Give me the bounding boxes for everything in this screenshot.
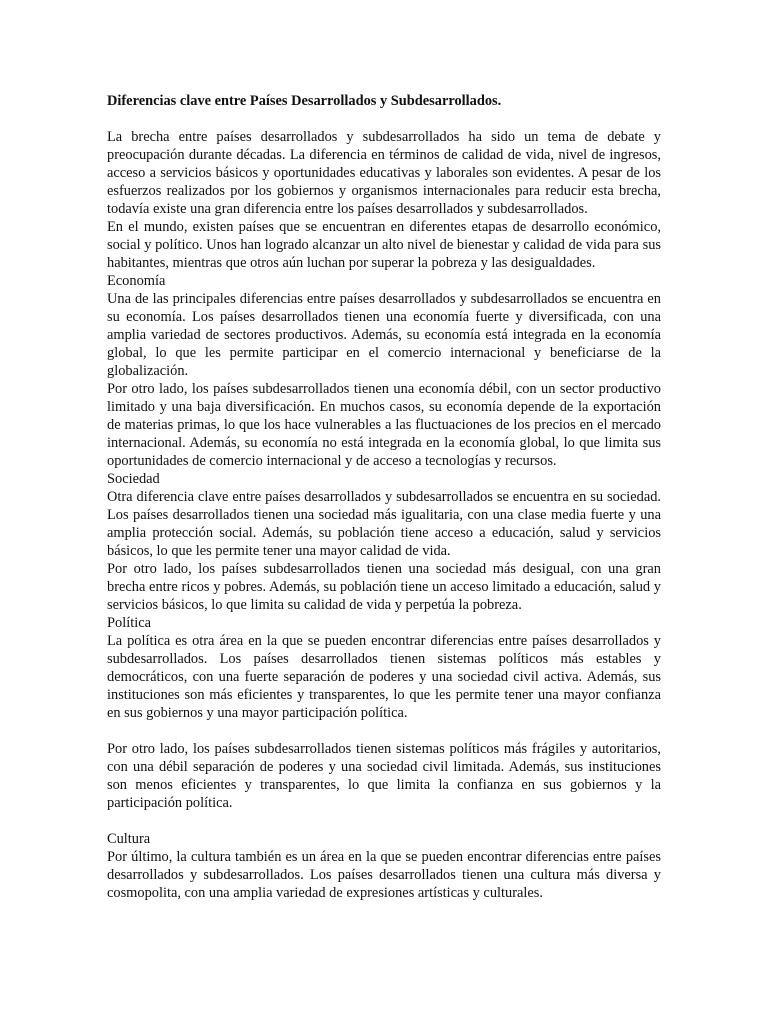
document-title: Diferencias clave entre Países Desarrollados y Subdesarrollados. [107,93,502,109]
document-page [107,92,661,902]
politica-paragraph-2: Por otro lado, los países subdesarrollados tienen sistemas políticos más frágiles y autoritarios, con una débil separación de poderes y una sociedad civil limitada. Además, sus instituciones son menos eficientes y transparentes, lo que limita la confianza en sus gobiernos y la participación política. [107,741,661,811]
paragraph-spacer [107,722,661,740]
paragraph-spacer [107,812,661,830]
politica-paragraph-1: La política es otra área en la que se pueden encontrar diferencias entre países desarrollados y subdesarrollados. Los países desarrollados tienen sistemas políticos más estables y democráticos, con una fuerte separación de poderes y una sociedad civil activa. Además, sus instituciones son más eficientes y transparentes, lo que les permite tener una mayor confianza en sus gobiernos y una mayor participación política. [107,633,661,721]
intro-paragraph-2: En el mundo, existen países que se encuentran en diferentes etapas de desarrollo económico, social y político. Unos han logrado alcanzar un alto nivel de bienestar y calidad de vida para sus habitantes, mientras que otros aún luchan por superar la pobreza y las desigualdades. [107,219,661,271]
section-heading-economia: Economía [107,273,166,289]
section-heading-politica: Política [107,615,151,631]
section-heading-sociedad: Sociedad [107,471,160,487]
section-heading-cultura: Cultura [107,831,151,847]
sociedad-paragraph-1: Otra diferencia clave entre países desarrollados y subdesarrollados se encuentra en su sociedad. Los países desarrollados tienen una sociedad más igualitaria, con una clase media fuerte y una amplia protección social. Además, su población tiene acceso a educación, salud y servicios básicos, lo que les permite tener una mayor calidad de vida. [107,489,661,559]
intro-paragraph-1: La brecha entre países desarrollados y subdesarrollados ha sido un tema de debate y preocupación durante décadas. La diferencia en términos de calidad de vida, nivel de ingresos, acceso a servicios básicos y oportunidades educativas y laborales son evidentes. A pesar de los esfuerzos realizados por los gobiernos y organismos internacionales para reducir esta brecha, todavía existe una gran diferencia entre los países desarrollados y subdesarrollados. [107,129,661,217]
cultura-paragraph-1: Por último, la cultura también es un área en la que se pueden encontrar diferencias entre países desarrollados y subdesarrollados. Los países desarrollados tienen una cultura más diversa y cosmopolita, con una amplia variedad de expresiones artísticas y culturales. [107,849,661,901]
sociedad-paragraph-2: Por otro lado, los países subdesarrollados tienen una sociedad más desigual, con una gran brecha entre ricos y pobres. Además, su población tiene un acceso limitado a educación, salud y servicios básicos, lo que limita su calidad de vida y perpetúa la pobreza. [107,561,661,613]
economia-paragraph-1: Una de las principales diferencias entre países desarrollados y subdesarrollados se encuentra en su economía. Los países desarrollados tienen una economía fuerte y diversificada, con una amplia variedad de sectores productivos. Además, su economía está integrada en la economía global, lo que les permite participar en el comercio internacional y beneficiarse de la globalización. [107,291,661,379]
economia-paragraph-2: Por otro lado, los países subdesarrollados tienen una economía débil, con un sector productivo limitado y una baja diversificación. En muchos casos, su economía depende de la exportación de materias primas, lo que los hace vulnerables a las fluctuaciones de los precios en el mercado internacional. Además, su economía no está integrada en la economía global, lo que limita sus oportunidades de comercio internacional y de acceso a tecnologías y recursos. [107,381,661,469]
